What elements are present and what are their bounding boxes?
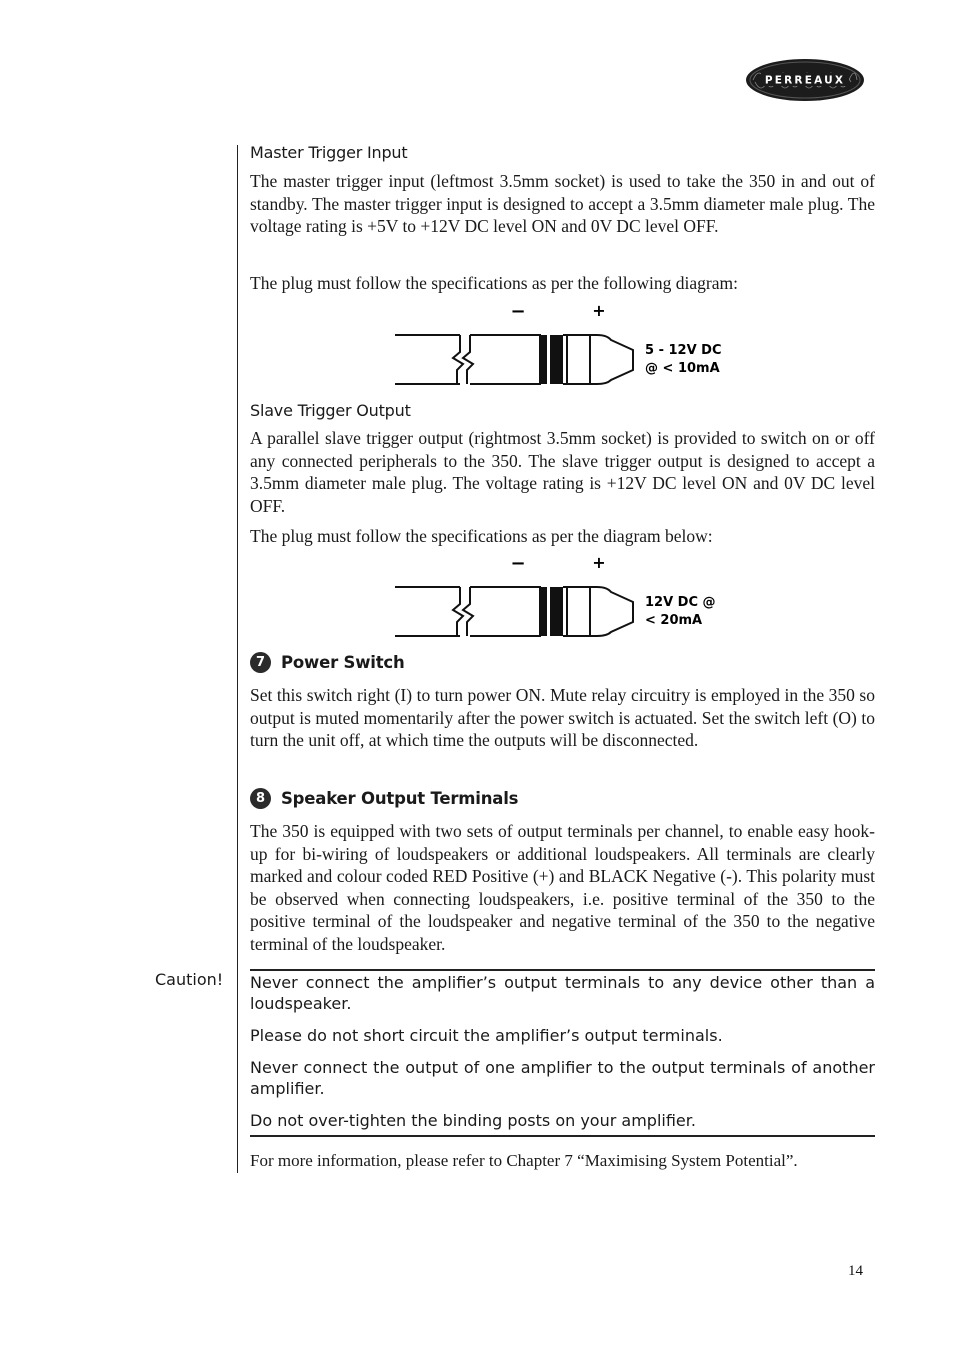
master-trigger-plug-note: The plug must follow the specifications as per the following diagram: (250, 273, 738, 293)
slave-trigger-plug-note: The plug must follow the specifications as per the diagram below: (250, 526, 713, 546)
margin-rule (237, 145, 238, 1173)
master-trigger-body: The master trigger input (leftmost 3.5mm socket) is used to take the 350 in and out of standby. The master trigger input is designed to accept a 3.5mm diameter male plug. The voltage rating is +5V to +12V DC level ON and 0V DC level OFF. (250, 171, 875, 236)
slave-trigger-title: Slave Trigger Output (250, 401, 411, 420)
master-trigger-section (250, 143, 875, 162)
caution-item: Do not over-tighten the binding posts on your amplifier. (250, 1111, 696, 1130)
voltage-line2: @ < 10mA (645, 361, 720, 376)
voltage-line1: 12V DC @ (645, 595, 716, 610)
logo-text: PERREAUX (764, 74, 846, 87)
plus-label: + (592, 301, 606, 320)
master-trigger-title: Master Trigger Input (250, 143, 408, 162)
caution-item: Never connect the amplifier’s output terminals to any device other than a loudspeaker. (250, 973, 875, 1013)
section-number-badge: 7 (250, 652, 271, 673)
speaker-terminals-title: Speaker Output Terminals (281, 789, 519, 808)
speaker-terminals-body: The 350 is equipped with two sets of output terminals per channel, to enable easy hook-up for bi-wiring of loudspeakers or additional loudspeakers. All terminals are clearly marked and colour coded RED Positive (+) and BLACK Negative (-). This polarity must be observed when connecting loudspeakers, i.e. positive terminal of the 350 to the positive terminal of the loudspeaker and negative terminal of the 350 to the negative terminal of the loudspeaker. (250, 821, 875, 954)
caution-label: Caution! (155, 970, 224, 989)
page-number: 14 (848, 1263, 863, 1279)
slave-plug-diagram (385, 552, 745, 644)
caution-top-rule (250, 969, 875, 971)
caution-bottom-rule (250, 1135, 875, 1137)
minus-label: − (510, 301, 526, 322)
caution-item: Please do not short circuit the amplifier’s output terminals. (250, 1026, 723, 1045)
minus-label: − (510, 553, 526, 574)
section-number-badge: 8 (250, 788, 271, 809)
plus-label: + (592, 553, 606, 572)
perreaux-logo (745, 58, 865, 102)
caution-item: Never connect the output of one amplifier to the output terminals of another amplifier. (250, 1058, 875, 1098)
master-plug-diagram (385, 300, 745, 392)
power-switch-title: Power Switch (281, 653, 405, 672)
power-switch-body: Set this switch right (I) to turn power ON. Mute relay circuitry is employed in the 350 so output is muted momentarily after the power switch is actuated. Set the switch left (O) to turn the unit off, at which time the outputs will be disconnected. (250, 685, 875, 750)
voltage-line2: < 20mA (645, 613, 703, 628)
footer-note: For more information, please refer to Chapter 7 “Maximising System Potential”. (250, 1151, 798, 1170)
slave-trigger-body: A parallel slave trigger output (rightmost 3.5mm socket) is provided to switch on or off any connected peripherals to the 350. The slave trigger output is designed to accept a 3.5mm diameter male plug. The voltage rating is +12V DC level ON and 0V DC level OFF. (250, 428, 875, 516)
voltage-line1: 5 - 12V DC (645, 343, 722, 358)
